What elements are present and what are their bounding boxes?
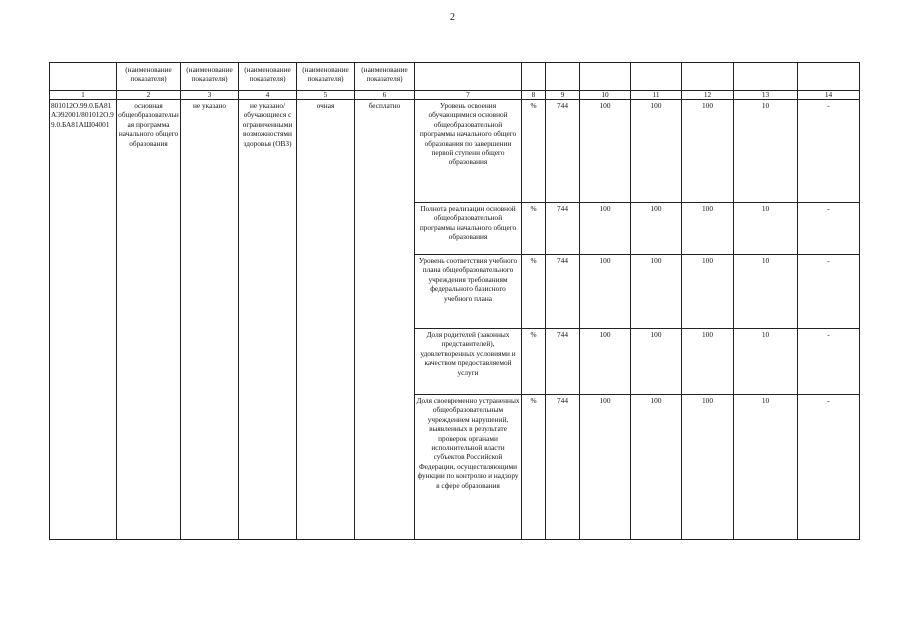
- header-cell: [682, 63, 734, 91]
- indicator-extra: -: [798, 329, 860, 395]
- header-cell: [415, 63, 522, 91]
- indicator-deviation: 10: [734, 100, 798, 203]
- indicator-name: Доля своевременно устраненных общеобразовательным учреждением нарушений, выявленных в результате проверок органами исполнительной власти субъектов Российской Федерации, осуществляющими функции по контролю и надзору в сфере образования: [415, 395, 522, 540]
- indicator-deviation: 10: [734, 203, 798, 255]
- indicator-extra: -: [798, 100, 860, 203]
- header-cell: (наименование показателя): [181, 63, 239, 91]
- indicator-value: 100: [682, 100, 734, 203]
- header-cell: (наименование показателя): [239, 63, 297, 91]
- column-number: 10: [580, 91, 631, 100]
- form-value: очная: [297, 100, 355, 540]
- indicator-value: 100: [580, 255, 631, 329]
- header-cell: [580, 63, 631, 91]
- indicator-value: 100: [580, 100, 631, 203]
- indicator-okei: 744: [546, 100, 580, 203]
- indicator-value: 100: [631, 329, 682, 395]
- students-value: не указано/обучающиеся с ограниченными возможностями здоровья (ОВЗ): [239, 100, 297, 540]
- column-number: 8: [522, 91, 546, 100]
- indicator-value: 100: [631, 203, 682, 255]
- indicator-name: Уровень соответствия учебного плана общеобразовательного учреждения требованиям федерального базисного учебного плана: [415, 255, 522, 329]
- header-cell: (наименование показателя): [297, 63, 355, 91]
- indicator-value: 100: [682, 329, 734, 395]
- indicator-value: 100: [682, 203, 734, 255]
- column-number: 6: [355, 91, 415, 100]
- indicator-name: Уровень освоения обучающимися основной общеобразовательной программы начального общего образования по завершении первой ступени общего образования: [415, 100, 522, 203]
- indicator-unit: %: [522, 100, 546, 203]
- header-cell: [798, 63, 860, 91]
- indicator-extra: -: [798, 203, 860, 255]
- indicator-value: 100: [580, 329, 631, 395]
- header-row: [50, 63, 860, 91]
- indicator-value: 100: [682, 255, 734, 329]
- indicator-deviation: 10: [734, 329, 798, 395]
- indicator-okei: 744: [546, 395, 580, 540]
- column-number-row: [50, 91, 860, 100]
- indicator-unit: %: [522, 255, 546, 329]
- header-cell: [522, 63, 546, 91]
- column-number: 3: [181, 91, 239, 100]
- header-cell: [546, 63, 580, 91]
- header-cell: (наименование показателя): [117, 63, 181, 91]
- indicator-value: 100: [631, 100, 682, 203]
- header-cell: [631, 63, 682, 91]
- indicator-value: 100: [631, 255, 682, 329]
- category-value: не указано: [181, 100, 239, 540]
- indicator-value: 100: [580, 395, 631, 540]
- program-name: основная общеобразовательная программа начального общего образования: [117, 100, 181, 540]
- column-number: 5: [297, 91, 355, 100]
- column-number: 12: [682, 91, 734, 100]
- page-number: 2: [450, 12, 455, 23]
- column-number: 1: [50, 91, 117, 100]
- indicator-table: [49, 62, 860, 540]
- indicator-okei: 744: [546, 329, 580, 395]
- registry-code: 801012О.99.0.БА81АЭ92001/801012О.99.0.БА81АШ04001: [50, 100, 117, 540]
- indicator-unit: %: [522, 203, 546, 255]
- indicator-extra: -: [798, 395, 860, 540]
- header-cell: [50, 63, 117, 91]
- column-number: 9: [546, 91, 580, 100]
- indicator-name: Доля родителей (законных представителей), удовлетворенных условиями и качеством предоставляемой услуги: [415, 329, 522, 395]
- indicator-value: 100: [580, 203, 631, 255]
- indicator-value: 100: [631, 395, 682, 540]
- indicator-unit: %: [522, 395, 546, 540]
- column-number: 2: [117, 91, 181, 100]
- column-number: 7: [415, 91, 522, 100]
- payment-value: бесплатно: [355, 100, 415, 540]
- table-row: [50, 100, 860, 203]
- indicator-extra: -: [798, 255, 860, 329]
- header-cell: (наименование показателя): [355, 63, 415, 91]
- column-number: 11: [631, 91, 682, 100]
- column-number: 4: [239, 91, 297, 100]
- indicator-unit: %: [522, 329, 546, 395]
- indicator-okei: 744: [546, 203, 580, 255]
- indicator-deviation: 10: [734, 395, 798, 540]
- indicator-value: 100: [682, 395, 734, 540]
- indicator-deviation: 10: [734, 255, 798, 329]
- column-number: 14: [798, 91, 860, 100]
- indicator-okei: 744: [546, 255, 580, 329]
- column-number: 13: [734, 91, 798, 100]
- header-cell: [734, 63, 798, 91]
- indicator-name: Полнота реализации основной общеобразовательной программы начального общего образования: [415, 203, 522, 255]
